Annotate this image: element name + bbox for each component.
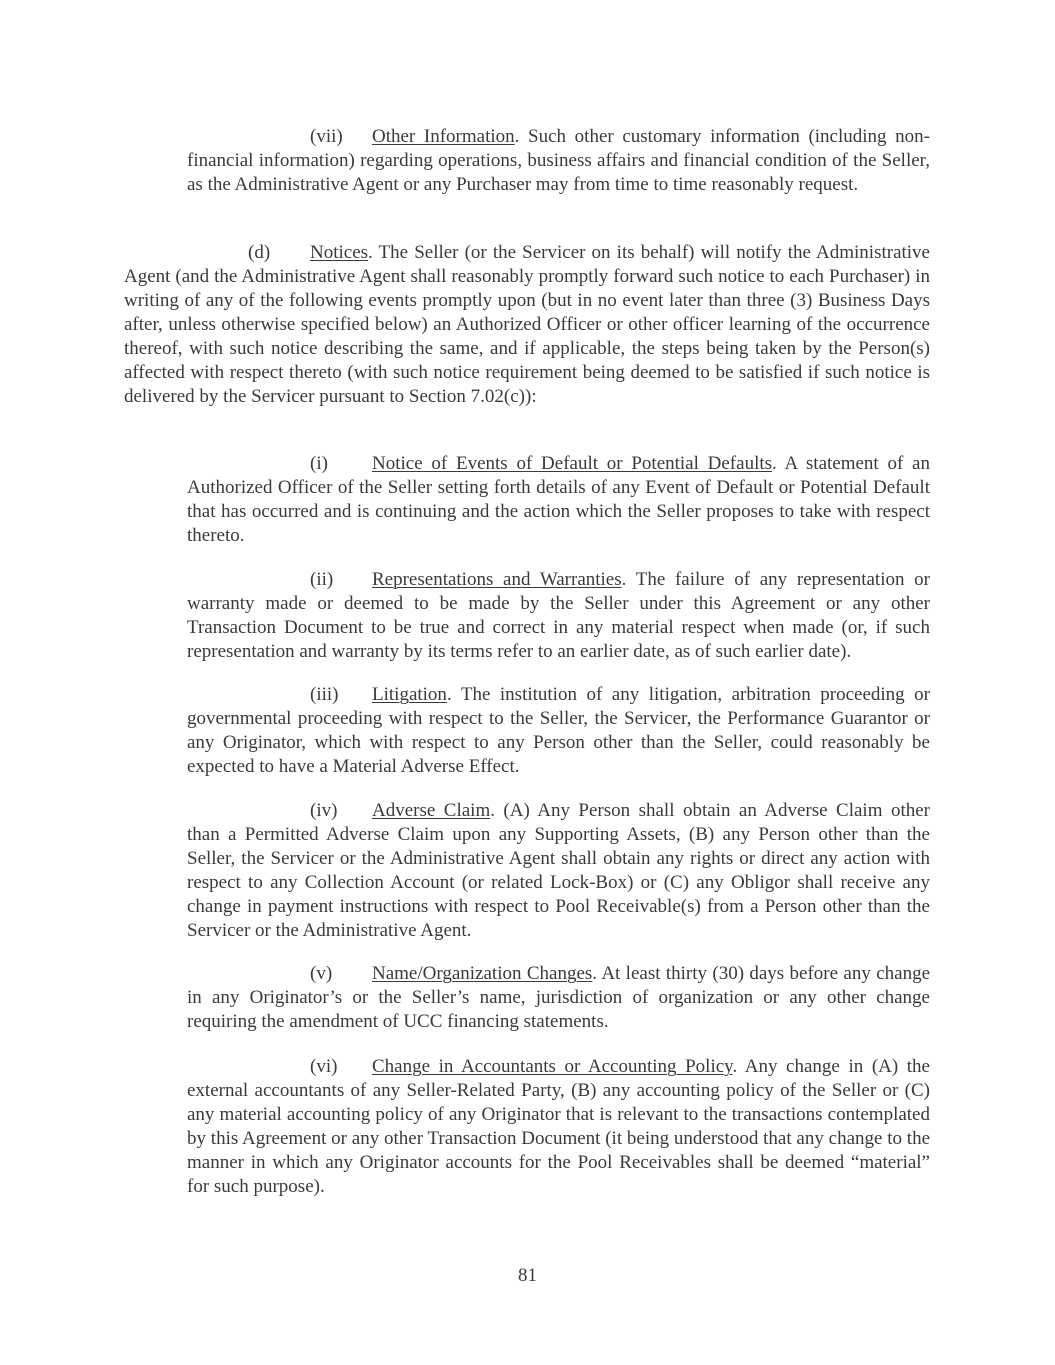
heading-punctuation: . bbox=[514, 126, 520, 147]
heading-punctuation: . bbox=[772, 453, 777, 474]
heading-punctuation: . bbox=[368, 242, 373, 263]
paragraph-number: (d) bbox=[248, 242, 271, 263]
paragraph-body: The Seller (or the Servicer on its behalf) will notify the Administrative Agent (and the Administrative Agent shall reasonably promptly forward such notice to each Purchaser) in writing of any of the following events promptly upon (but in no event later than three (3) Business Days after, unless otherwise specified below) an Authorized Officer or other officer learning of the occurrence thereof, with such notice describing the same, and if applicable, the steps being taken by the Person(s) affected with respect thereto (with such notice requirement being deemed to be satisfied if such notice is delivered by the Servicer pursuant to Section 7.02(c)): bbox=[124, 242, 930, 407]
paragraph-number: (vii) bbox=[310, 126, 343, 147]
paragraph-body: The failure of any representation or warranty made or deemed to be made by the Seller under this Agreement or any other Transaction Document to be true and correct in any material respect when made (or, if such representation and warranty by its terms refer to an earlier date, as of such earlier date). bbox=[187, 569, 930, 662]
paragraph-i bbox=[187, 452, 930, 548]
paragraph-body: A statement of an Authorized Officer of the Seller setting forth details of any Event of Default or Potential Default that has occurred and is continuing and the action which the Seller proposes to take with respect thereto. bbox=[187, 453, 930, 546]
paragraph-ii bbox=[187, 568, 930, 664]
paragraph-vi bbox=[187, 1055, 930, 1199]
heading-punctuation: . bbox=[490, 800, 495, 821]
heading-punctuation: . bbox=[446, 684, 452, 705]
paragraph-heading: Name/Organization Changes bbox=[372, 963, 593, 984]
heading-punctuation: . bbox=[621, 569, 627, 590]
paragraph-vii bbox=[187, 125, 930, 197]
paragraph-heading: Notice of Events of Default or Potential Defaults bbox=[372, 453, 773, 474]
paragraph-heading: Adverse Claim bbox=[372, 800, 491, 821]
heading-punctuation: . bbox=[592, 963, 598, 984]
heading-punctuation: . bbox=[732, 1056, 738, 1077]
paragraph-heading: Litigation bbox=[372, 684, 447, 705]
paragraph-v bbox=[187, 962, 930, 1034]
paragraph-body: (A) Any Person shall obtain an Adverse Claim other than a Permitted Adverse Claim upon any Supporting Assets, (B) any Person other than the Seller, the Servicer or the Administrative Agent shall obtain any rights or direct any action with respect to any Collection Account (or related Lock-Box) or (C) any Obligor shall receive any change in payment instructions with respect to Pool Receivable(s) from a Person other than the Servicer or the Administrative Agent. bbox=[187, 800, 930, 941]
paragraph-iv bbox=[187, 799, 930, 943]
paragraph-number: (vi) bbox=[310, 1056, 338, 1077]
paragraph-d bbox=[124, 241, 930, 409]
page-number: 81 bbox=[518, 1265, 537, 1286]
paragraph-number: (ii) bbox=[310, 569, 334, 590]
paragraph-number: (iv) bbox=[310, 800, 338, 821]
paragraph-body: At least thirty (30) days before any change in any Originator’s or the Seller’s name, jurisdiction of organization or any other change requiring the amendment of UCC financing statements. bbox=[187, 963, 931, 1032]
paragraph-number: (i) bbox=[310, 453, 328, 474]
paragraph-iii bbox=[187, 683, 930, 779]
paragraph-heading: Other Information bbox=[372, 126, 515, 147]
paragraph-number: (v) bbox=[310, 963, 333, 984]
paragraph-heading: Representations and Warranties bbox=[372, 569, 622, 590]
paragraph-heading: Change in Accountants or Accounting Policy bbox=[372, 1056, 733, 1077]
paragraph-number: (iii) bbox=[310, 684, 339, 705]
paragraph-body: Such other customary information (including non-financial information) regarding operations, business affairs and financial condition of the Seller, as the Administrative Agent or any Purchaser may from time to time reasonably request. bbox=[187, 126, 931, 195]
paragraph-body: The institution of any litigation, arbitration proceeding or governmental proceeding with respect to the Seller, the Servicer, the Performance Guarantor or any Originator, which with respect to any Person other than the Seller, could reasonably be expected to have a Material Adverse Effect. bbox=[187, 684, 930, 777]
paragraph-body: Any change in (A) the external accountants of any Seller-Related Party, (B) any accounting policy of the Seller or (C) any material accounting policy of any Originator that is relevant to the transactions contemplated by this Agreement or any other Transaction Document (it being understood that any change to the manner in which any Originator accounts for the Pool Receivables shall be deemed “material” for such purpose). bbox=[187, 1056, 930, 1197]
paragraph-heading: Notices bbox=[310, 242, 369, 263]
